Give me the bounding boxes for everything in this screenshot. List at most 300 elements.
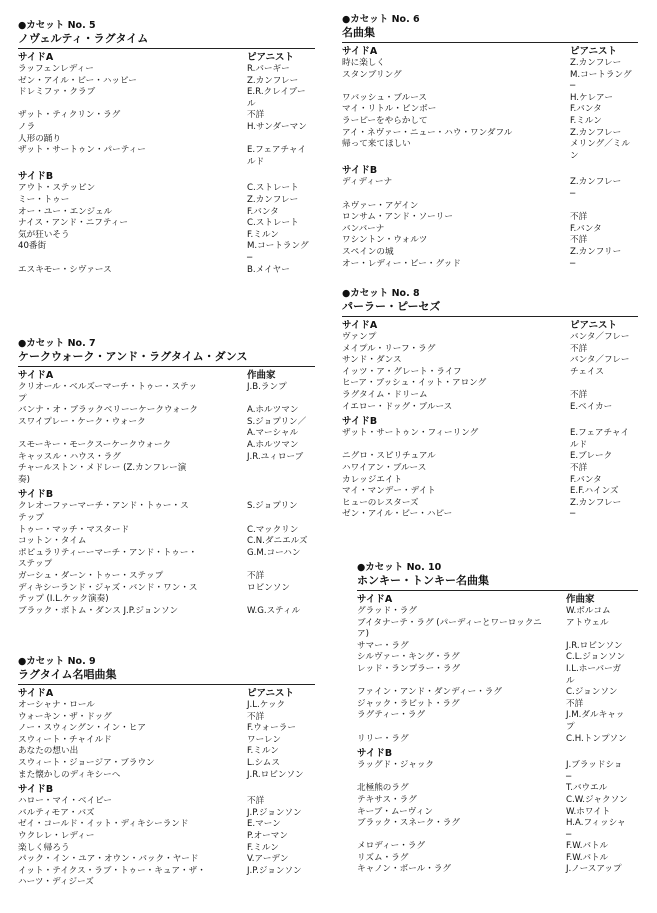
track-artist: 不詳 <box>247 796 265 807</box>
track-row <box>342 378 638 390</box>
track-artist: S.ジョプリン／ A.マーシャル <box>247 416 307 439</box>
track-row <box>18 501 315 524</box>
track-artist: F.ミルン <box>570 115 602 126</box>
track-artist: J.L.ケック <box>247 700 286 710</box>
track-title: ガーシュ・ダーン・トゥー・ステップ <box>18 570 164 581</box>
track-artist: W.ボルコム <box>566 606 611 616</box>
track-artist: E.F.ハインズ <box>570 486 619 497</box>
side-label: サイドB <box>357 748 393 760</box>
track-artist: Z.カンフリー <box>570 246 622 257</box>
track-artist: J.R.ユィローブ <box>247 451 304 462</box>
track-artist: G.M.コーハン <box>247 547 301 558</box>
track-row <box>18 571 315 583</box>
track-title: ディキシーランド・ジャズ・バンド・ワン・ス テップ (I.L.ケック演奏) <box>18 582 198 605</box>
track-row <box>18 110 315 122</box>
track-row <box>357 734 638 746</box>
side-label: サイドA <box>342 46 378 57</box>
track-title: メイプル・リーフ・ラグ <box>342 343 436 354</box>
track-artist: W.ホワイト <box>566 806 611 817</box>
track-row <box>357 864 638 876</box>
side-label: サイドA <box>18 370 54 381</box>
side-header <box>342 46 638 58</box>
cassette-title: パーラー・ピーセズ <box>342 300 441 313</box>
track-title: リリー・ラグ <box>357 733 409 744</box>
track-artist: ─ <box>570 509 576 520</box>
track-artist: J.P.ジョンソン <box>247 865 302 876</box>
track-artist: Z.カンフレー ─ <box>570 177 622 199</box>
track-title: ノー・スウィングン・イン・ヒア <box>18 723 146 734</box>
track-artist: P.オーマン <box>247 830 288 841</box>
track-row <box>18 440 315 452</box>
column-header <box>566 748 638 760</box>
track-artist: J.ブラッドショ ─ <box>566 760 623 782</box>
track-title: ヴァンプ <box>342 332 377 342</box>
track-artist: J.ノースアップ <box>566 864 622 875</box>
track-title: スウィート・ジョージア・ブラウン <box>18 757 155 768</box>
track-row <box>342 332 638 344</box>
track-title: ザット・サートゥン・フィーリング <box>342 428 479 439</box>
column-header <box>247 489 315 501</box>
track-title: ラグタイム・ドリーム <box>342 389 428 400</box>
track-title: 気が狂いそう <box>18 229 70 240</box>
track-row <box>18 831 315 843</box>
track-title: ゼン・アイル・ビー・ハピー <box>342 509 453 520</box>
track-title: ラッフェンレディー <box>18 64 94 74</box>
track-artist <box>247 134 315 146</box>
track-row <box>342 235 638 247</box>
track-row <box>342 498 638 510</box>
track-row <box>18 452 315 464</box>
track-title: パック・イン・ユア・オウン・バック・ヤード <box>18 854 199 865</box>
track-artist: アトウェル <box>566 617 609 628</box>
track-title: ハワイアン・ブルース <box>342 462 427 473</box>
track-title: 時に楽しく <box>342 58 385 68</box>
track-title: メロディー・ラグ <box>357 841 426 852</box>
track-artist: A.ホルツマン <box>247 439 299 450</box>
track-title: ニグロ・スピリチュアル <box>342 451 436 462</box>
track-title: ノラ <box>18 121 36 132</box>
track-title: ナイス・アンド・ニフティー <box>18 218 128 229</box>
track-title: ラグティー・ラグ <box>357 710 426 721</box>
track-title: エスキモー・シヴァース <box>18 264 112 275</box>
track-row <box>357 641 638 653</box>
track-artist: M.コートラング ─ <box>247 241 309 263</box>
track-title: スタンブリング <box>342 69 402 80</box>
track-title: バルティモア・バズ <box>18 807 95 818</box>
track-artist <box>570 201 638 213</box>
side-header <box>18 489 315 501</box>
side-header <box>342 320 638 332</box>
column-header: 作曲家 <box>566 594 595 605</box>
side-label: サイドB <box>18 784 54 796</box>
track-title: イッツ・ア・グレート・ライフ <box>342 366 462 377</box>
track-row <box>357 818 638 841</box>
track-artist: W.G.スティル <box>247 605 301 616</box>
track-title: ミー・トゥー <box>18 194 70 205</box>
track-row <box>342 390 638 402</box>
title-rule <box>18 684 315 685</box>
track-row <box>357 664 638 687</box>
cassette-9-section <box>18 656 315 889</box>
track-title: ゼン・アイル・ビー・ハッピー <box>18 75 137 86</box>
track-row <box>357 652 638 664</box>
track-artist: 不詳 <box>570 462 588 473</box>
track-row <box>342 139 638 162</box>
track-row <box>342 212 638 224</box>
track-title: バンナ・オ・ブラックベリーーケークウォーク <box>18 405 198 416</box>
side-header <box>357 594 638 606</box>
cassette-label: ●カセット No. 9 <box>18 656 96 667</box>
track-row <box>18 712 315 724</box>
track-row <box>18 819 315 831</box>
track-artist: バンタ／フレー <box>570 332 630 342</box>
track-row <box>18 417 315 440</box>
track-artist: M.コートラング ─ <box>570 69 632 92</box>
track-title: ゼイ・コールド・イット・ディキシーランド <box>18 819 189 830</box>
side-header <box>18 370 315 382</box>
cassette-title: ホンキー・トンキー名曲集 <box>357 574 489 587</box>
track-title: ハロー・マイ・ベイビー <box>18 796 113 807</box>
track-title: オー・レディー・ビー・グッド <box>342 258 461 269</box>
track-row <box>18 405 315 417</box>
track-artist: V.アーデン <box>247 854 289 865</box>
track-title: ファイン・アンド・ダンディー・ラグ <box>357 687 502 698</box>
track-artist: ロビンソン <box>247 582 290 593</box>
track-row <box>18 548 315 571</box>
track-title: キャッスル・ハウス・ラグ <box>18 451 121 462</box>
side-label: サイドB <box>18 171 54 183</box>
track-row <box>342 128 638 140</box>
track-row <box>342 259 638 271</box>
track-artist: F.バンタ <box>570 104 602 115</box>
track-row <box>18 241 315 264</box>
track-artist: C.マックリン <box>247 524 299 535</box>
track-artist <box>570 378 638 390</box>
cassette-10-section <box>357 562 638 876</box>
track-row <box>18 808 315 820</box>
track-row <box>18 230 315 242</box>
track-row <box>357 807 638 819</box>
track-artist: J.P.ジョンソン <box>247 807 302 818</box>
track-artist: F.ウォーラー <box>247 723 296 734</box>
cassette-label: ●カセット No. 8 <box>342 288 420 299</box>
title-rule <box>18 48 315 49</box>
track-title: コットン・タイム <box>18 536 87 547</box>
track-row <box>18 606 315 618</box>
track-artist: Z.カンフレー <box>247 194 299 205</box>
track-artist: C.ジョンソン <box>566 687 618 698</box>
track-artist: H.A.フィッシャ ─ <box>566 818 626 840</box>
track-title: クレオーファーマーチ・アンド・トゥー・ス テップ <box>18 501 189 523</box>
track-row <box>342 70 638 93</box>
track-artist: 不詳 <box>247 711 265 722</box>
track-title: ラーピーをやらかして <box>342 115 428 126</box>
track-artist: J.R.ロビンソン <box>247 769 304 780</box>
track-artist: チェイス <box>570 366 605 377</box>
cassette-6-section <box>342 14 638 270</box>
track-row <box>342 201 638 213</box>
track-row <box>18 525 315 537</box>
track-title: ジャック・ラビット・ラグ <box>357 698 460 709</box>
track-row <box>18 746 315 758</box>
track-title: 人形の踊り <box>18 133 61 144</box>
track-row <box>18 207 315 219</box>
track-title: ワバッシュ・ブルース <box>342 92 427 103</box>
track-row <box>18 463 315 486</box>
cassette-title: ノヴェルティ・ラグタイム <box>18 32 149 45</box>
track-title: スウィート・チャイルド <box>18 734 112 745</box>
track-title: ブイタナーテ・ラグ (パーディーとワーロックニ ア) <box>357 617 542 640</box>
track-title: ディディーナ <box>342 177 393 188</box>
title-rule <box>342 316 638 317</box>
column-header <box>247 784 315 796</box>
track-artist: E.R.クレイブー ル <box>247 87 306 109</box>
track-title: サマー・ラグ <box>357 640 409 651</box>
side-label: サイドA <box>18 688 54 699</box>
column-header: ピアニスト <box>570 320 618 331</box>
track-title: ヒューのレスターズ <box>342 497 419 508</box>
track-artist: ワーレン <box>247 734 281 745</box>
track-artist: F.バンタ <box>247 206 279 217</box>
side-label: サイドB <box>342 165 378 177</box>
track-artist: F.バンタ <box>570 223 602 234</box>
track-row <box>342 451 638 463</box>
track-title: ラッグド・ジャック <box>357 760 435 771</box>
track-row <box>18 183 315 195</box>
cassette-label: ●カセット No. 5 <box>18 20 96 31</box>
track-row <box>18 218 315 230</box>
track-title: イエロー・ドッグ・ブルース <box>342 401 453 412</box>
track-row <box>357 687 638 699</box>
track-artist: J.M.ダルキャッ プ <box>566 710 625 732</box>
title-rule <box>342 42 638 43</box>
track-artist: I.L.ホーバーガ ル <box>566 663 622 686</box>
track-row <box>342 177 638 200</box>
track-title: スワイプレー・ケーク・ウォーク <box>18 416 146 427</box>
track-row <box>342 344 638 356</box>
track-row <box>18 583 315 606</box>
track-row <box>18 770 315 782</box>
track-row <box>357 760 638 783</box>
track-row <box>342 475 638 487</box>
cassette-title: ケークウォーク・アンド・ラグタイム・ダンス <box>18 350 248 363</box>
track-artist: H.ケレアー <box>570 92 613 103</box>
track-artist <box>247 463 315 486</box>
track-title: あなたの想い出 <box>18 746 79 757</box>
track-row <box>357 783 638 795</box>
cassette-8-section <box>342 288 638 521</box>
track-row <box>357 618 638 641</box>
track-artist: C.L.ジョンソン <box>566 652 626 663</box>
track-artist: C.W.ジャクソン <box>566 794 628 805</box>
track-title: ザット・ティクリン・ラグ <box>18 110 121 121</box>
cassette-label: ●カセット No. 7 <box>18 338 96 349</box>
track-artist: E.フェアチャイ ルド <box>570 428 630 450</box>
track-artist: 不詳 <box>247 110 265 121</box>
track-artist: E.ブレーク <box>570 451 613 462</box>
track-artist: メリング／ミルン <box>570 139 630 161</box>
track-artist: F.W.バトル <box>566 852 609 863</box>
side-header <box>342 416 638 428</box>
track-artist: Z.カンフレー <box>570 58 622 68</box>
track-artist: C.ストレート <box>247 218 299 229</box>
track-title: ウクレレ・レディー <box>18 830 95 841</box>
side-header <box>18 688 315 700</box>
track-row <box>18 796 315 808</box>
track-artist: Z.カンフレー <box>247 75 299 86</box>
column-header: ピアニスト <box>570 46 618 57</box>
track-artist: Z.カンフレー <box>570 127 622 138</box>
track-row <box>342 463 638 475</box>
cassette-title: 名曲集 <box>342 26 375 39</box>
track-artist: 不詳 <box>570 343 588 354</box>
track-row <box>18 265 315 277</box>
track-title: アウト・ステッピン <box>18 183 96 194</box>
cassette-label: ●カセット No. 10 <box>357 562 442 573</box>
track-artist: S.ジョプリン <box>247 501 298 512</box>
track-artist: ─ <box>570 258 576 269</box>
track-artist: H.サンダーマン <box>247 121 307 132</box>
track-row <box>18 145 315 168</box>
column-header: ピアニスト <box>247 688 295 699</box>
track-row <box>342 509 638 521</box>
track-artist: F.ミルン <box>247 842 279 853</box>
track-row <box>18 536 315 548</box>
track-artist: C.N.ダニエルズ <box>247 536 308 547</box>
track-artist: C.H.トンプソン <box>566 733 627 744</box>
track-row <box>342 116 638 128</box>
track-row <box>18 735 315 747</box>
track-artist: 不詳 <box>570 212 588 223</box>
track-row <box>357 710 638 733</box>
track-row <box>18 758 315 770</box>
title-rule <box>18 366 315 367</box>
track-artist: J.R.ロビンソン <box>566 640 623 651</box>
track-title: ロンサム・アンド・ソーリー <box>342 212 453 223</box>
cassette-title: ラグタイム名唱曲集 <box>18 668 117 681</box>
title-rule <box>357 590 638 591</box>
track-row <box>18 122 315 134</box>
track-artist: F.ミルン <box>247 229 279 240</box>
track-title: オー・ユー・エンジェル <box>18 206 113 217</box>
track-artist: 不詳 <box>566 698 584 709</box>
track-title: ウォーキン・ザ・ドッグ <box>18 711 112 722</box>
track-title: また懐かしのディキシーへ <box>18 769 121 780</box>
track-title: ポピュラリティーーマーチ・アンド・トゥー・ ステップ <box>18 547 198 570</box>
track-title: スモーキー・モークスーケークウォーク <box>18 439 172 450</box>
track-title: ヒーア・ブッシュ・イット・アロング <box>342 378 487 389</box>
side-label: サイドA <box>342 320 378 331</box>
track-row <box>18 87 315 110</box>
track-title: グラッド・ラグ <box>357 606 417 616</box>
track-artist: L.シムス <box>247 757 280 768</box>
track-row <box>357 795 638 807</box>
track-row <box>18 854 315 866</box>
track-row <box>357 853 638 865</box>
track-title: ワシントン・ウォルツ <box>342 235 428 246</box>
track-artist: E.ベイカー <box>570 401 613 412</box>
track-title: 楽しく帰ろう <box>18 842 70 853</box>
track-row <box>18 843 315 855</box>
track-row <box>342 486 638 498</box>
track-title: カレッジエイト <box>342 474 403 485</box>
track-title: オーシャナ・ロール <box>18 700 95 710</box>
column-header: 作曲家 <box>247 370 276 381</box>
track-row <box>342 428 638 451</box>
track-title: イット・テイクス・ラブ・トゥー・キュア・ザ・ ハーツ・ディジーズ <box>18 865 206 888</box>
track-row <box>18 700 315 712</box>
track-title: 北極熊のラグ <box>357 783 409 794</box>
side-label: サイドB <box>342 416 378 428</box>
side-label: サイドA <box>18 52 54 63</box>
track-row <box>18 64 315 76</box>
track-artist: J.B.ランプ <box>247 382 287 392</box>
track-title: ネヴァー・アゲイン <box>342 200 419 211</box>
side-label: サイドA <box>357 594 393 605</box>
track-row <box>342 247 638 259</box>
track-title: シルヴァー・キング・ラグ <box>357 652 460 663</box>
cassette-5-section <box>18 20 315 276</box>
cassette-7-section <box>18 338 315 617</box>
side-label: サイドB <box>18 489 54 501</box>
track-row <box>357 606 638 618</box>
track-row <box>18 382 315 405</box>
track-row <box>342 402 638 414</box>
track-artist: 不詳 <box>247 570 265 581</box>
track-artist: F.W.バトル <box>566 841 609 852</box>
track-row <box>18 76 315 88</box>
track-row <box>342 367 638 379</box>
track-title: バンバーナ <box>342 223 385 234</box>
track-artist: C.ストレート <box>247 183 299 194</box>
track-artist: 不詳 <box>570 235 588 246</box>
track-row <box>342 93 638 105</box>
track-title: ブラック・ボトム・ダンス J.P.ジョンソン <box>18 605 179 616</box>
track-row <box>342 104 638 116</box>
track-title: マイ・マンデー・デイト <box>342 486 436 497</box>
column-header <box>570 165 638 177</box>
track-artist: 不詳 <box>570 389 588 400</box>
track-title: テキサス・ラグ <box>357 794 417 805</box>
track-title: キーブ・ムーヴィン <box>357 806 433 817</box>
track-row <box>357 841 638 853</box>
side-header <box>18 171 315 183</box>
cassette-label: ●カセット No. 6 <box>342 14 420 25</box>
track-artist: E.フェアチャイ ルド <box>247 145 307 167</box>
side-header <box>18 784 315 796</box>
side-header <box>342 165 638 177</box>
track-artist: バンタ／フレー <box>570 355 630 366</box>
track-title: ザット・サートゥン・パーティー <box>18 145 146 156</box>
track-row <box>18 134 315 146</box>
track-row <box>18 723 315 735</box>
track-row <box>342 58 638 70</box>
track-row <box>18 195 315 207</box>
track-title: マイ・リトル・ビンボー <box>342 104 437 115</box>
track-title: スペインの城 <box>342 246 394 257</box>
side-header <box>18 52 315 64</box>
column-header: ピアニスト <box>247 52 295 63</box>
track-title: クリオール・ベルズーマーチ・トゥー・ステッ プ <box>18 382 198 404</box>
track-title: キャノン・ボール・ラグ <box>357 864 452 875</box>
track-artist: R.バーギー <box>247 64 290 74</box>
track-title: 40番街 <box>18 241 47 252</box>
track-row <box>342 224 638 236</box>
track-row <box>357 699 638 711</box>
track-title: アイ・ネヴァー・ニュー・ハウ・ワンダフル <box>342 127 513 138</box>
track-title: 帰って来てほしい <box>342 139 411 150</box>
column-header <box>570 416 638 428</box>
